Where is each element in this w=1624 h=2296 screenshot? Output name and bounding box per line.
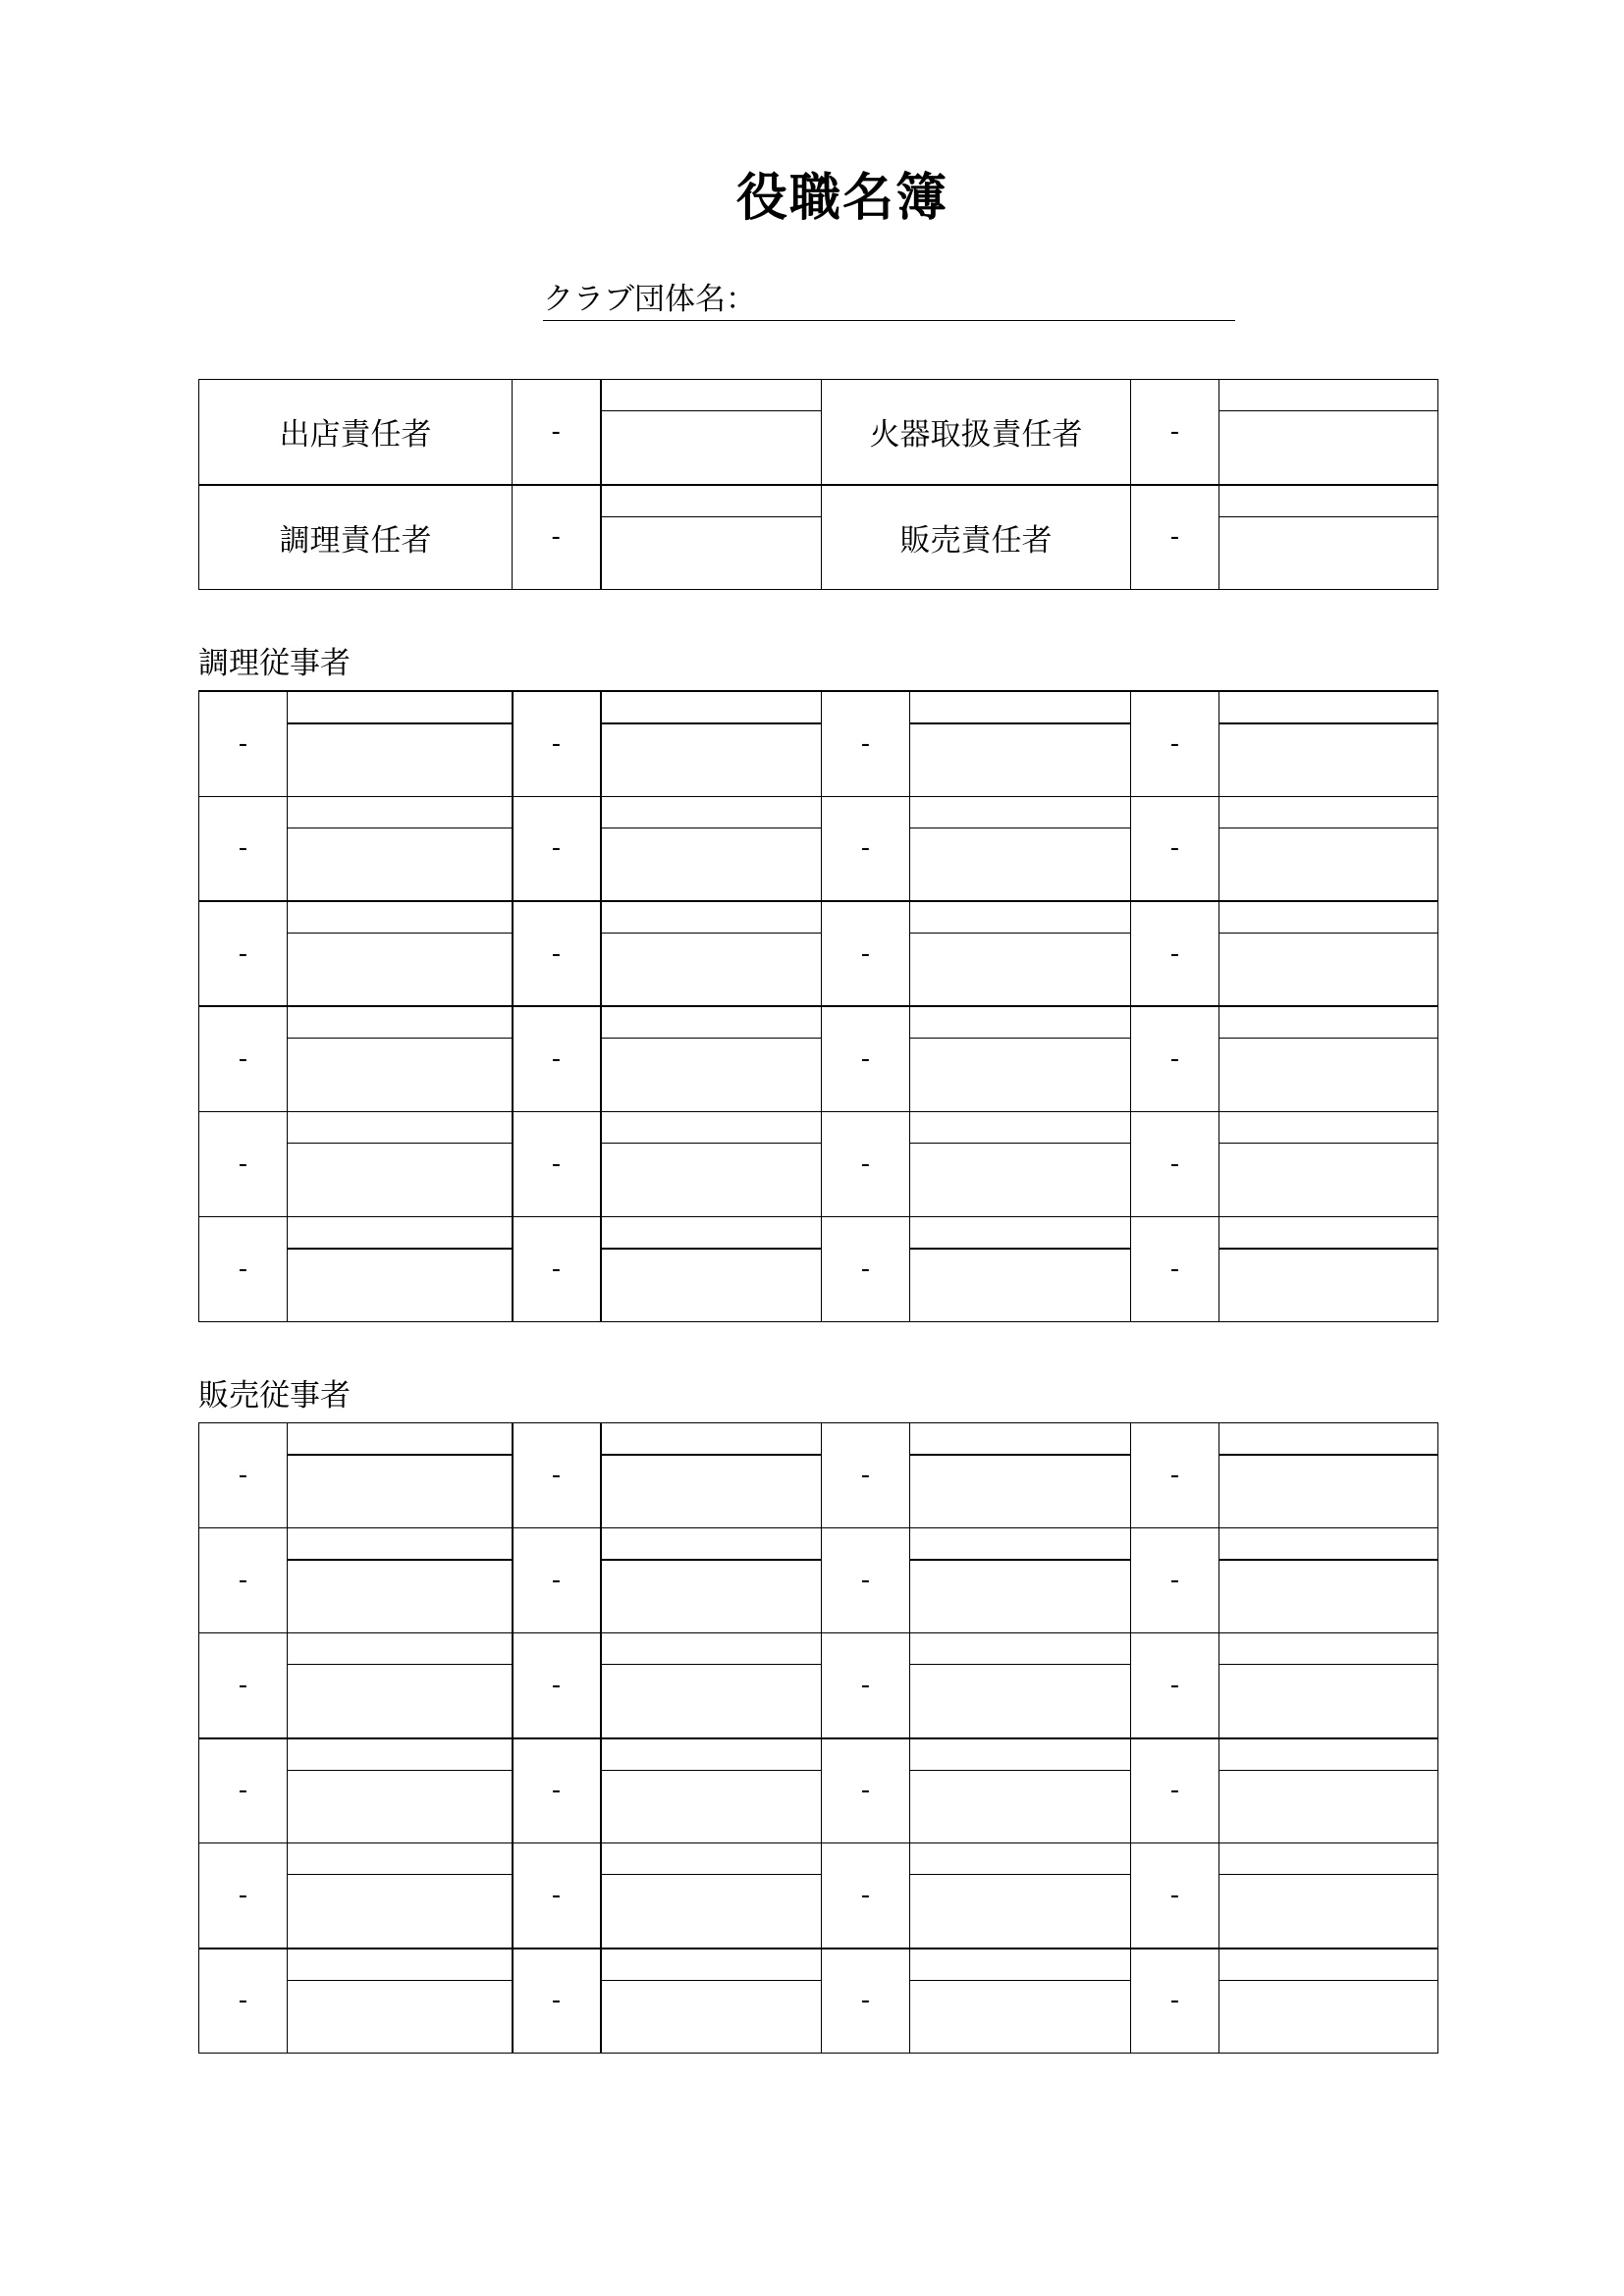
furigana-field[interactable] — [602, 902, 822, 934]
furigana-field[interactable] — [1219, 486, 1437, 517]
staff-name-cell[interactable] — [1219, 1843, 1438, 1949]
staff-number-cell[interactable]: - — [822, 1216, 910, 1321]
staff-number-cell[interactable]: - — [513, 1843, 601, 1949]
staff-name-cell[interactable] — [910, 1949, 1131, 2054]
staff-number-cell[interactable]: - — [199, 901, 288, 1006]
club-name-field[interactable] — [543, 279, 1235, 321]
staff-name-cell[interactable] — [1219, 691, 1438, 796]
officer-role-label: 出店責任者 — [199, 380, 513, 485]
staff-name-cell[interactable] — [910, 1423, 1131, 1528]
name-field[interactable] — [288, 828, 512, 899]
furigana-field[interactable] — [1219, 1633, 1437, 1665]
staff-name-cell[interactable] — [1219, 1111, 1438, 1216]
staff-name-cell[interactable] — [601, 1633, 822, 1738]
staff-number-cell[interactable]: - — [1131, 1528, 1219, 1633]
name-field[interactable] — [288, 724, 512, 795]
furigana-field[interactable] — [1219, 1007, 1437, 1039]
name-field[interactable] — [602, 828, 822, 899]
name-field[interactable] — [602, 1456, 822, 1526]
name-field[interactable] — [288, 1039, 512, 1109]
staff-name-cell[interactable] — [1219, 796, 1438, 901]
name-field[interactable] — [602, 1875, 822, 1946]
officer-name-cell[interactable] — [1219, 380, 1438, 485]
furigana-field[interactable] — [910, 1423, 1130, 1456]
staff-name-cell[interactable] — [288, 691, 513, 796]
cooking-staff-label: 調理従事者 — [198, 646, 351, 681]
furigana-field[interactable] — [1219, 1739, 1437, 1771]
staff-name-cell[interactable] — [288, 1006, 513, 1111]
staff-name-cell[interactable] — [601, 901, 822, 1006]
furigana-field[interactable] — [288, 1633, 512, 1665]
staff-number-cell[interactable]: - — [1131, 1949, 1219, 2054]
staff-row — [199, 1006, 1438, 1111]
staff-row — [199, 1423, 1438, 1528]
staff-number-cell[interactable]: - — [822, 691, 910, 796]
name-field[interactable] — [602, 1039, 822, 1109]
staff-number-cell[interactable]: - — [1131, 1216, 1219, 1321]
staff-number-cell[interactable]: - — [513, 1006, 601, 1111]
staff-name-cell[interactable] — [910, 1738, 1131, 1843]
furigana-field[interactable] — [602, 1949, 822, 1981]
staff-name-cell[interactable] — [910, 691, 1131, 796]
staff-number-cell[interactable]: - — [1131, 1843, 1219, 1949]
furigana-field[interactable] — [288, 1217, 512, 1250]
furigana-field[interactable] — [1219, 1528, 1437, 1561]
furigana-field[interactable] — [602, 692, 822, 724]
furigana-field[interactable] — [288, 902, 512, 934]
staff-name-cell[interactable] — [288, 1633, 513, 1738]
staff-name-cell[interactable] — [910, 1528, 1131, 1633]
staff-name-cell[interactable] — [601, 1216, 822, 1321]
name-field[interactable] — [1219, 1250, 1437, 1320]
staff-number-cell[interactable]: - — [513, 1633, 601, 1738]
staff-number-cell[interactable]: - — [1131, 1111, 1219, 1216]
name-field[interactable] — [288, 1771, 512, 1842]
furigana-field[interactable] — [602, 486, 822, 517]
staff-row — [199, 1111, 1438, 1216]
name-field[interactable] — [288, 1144, 512, 1214]
staff-number-cell[interactable]: - — [1131, 796, 1219, 901]
staff-row — [199, 901, 1438, 1006]
furigana-field[interactable] — [602, 1112, 822, 1144]
officer-role-label: 販売責任者 — [822, 485, 1131, 590]
name-field[interactable] — [910, 1665, 1130, 1735]
name-field[interactable] — [910, 828, 1130, 899]
staff-number-cell[interactable]: - — [199, 1216, 288, 1321]
furigana-field[interactable] — [602, 1423, 822, 1456]
name-field[interactable] — [602, 934, 822, 1004]
staff-number-cell[interactable]: - — [822, 1423, 910, 1528]
sales-staff-table — [198, 1422, 1438, 2054]
furigana-field[interactable] — [1219, 797, 1437, 828]
name-field[interactable] — [1219, 411, 1437, 482]
staff-name-cell[interactable] — [910, 1843, 1131, 1949]
furigana-field[interactable] — [1219, 1949, 1437, 1981]
staff-name-cell[interactable] — [601, 1006, 822, 1111]
document-title: 役職名簿 — [735, 169, 948, 228]
staff-number-cell[interactable]: - — [513, 1423, 601, 1528]
name-field[interactable] — [1219, 517, 1437, 588]
staff-number-cell[interactable]: - — [199, 1949, 288, 2054]
furigana-field[interactable] — [602, 1217, 822, 1250]
name-field[interactable] — [1219, 1144, 1437, 1214]
staff-name-cell[interactable] — [601, 1738, 822, 1843]
furigana-field[interactable] — [1219, 1423, 1437, 1456]
staff-name-cell[interactable] — [288, 901, 513, 1006]
staff-name-cell[interactable] — [601, 1528, 822, 1633]
name-field[interactable] — [288, 1561, 512, 1631]
staff-number-cell[interactable]: - — [1131, 901, 1219, 1006]
name-field[interactable] — [910, 1144, 1130, 1214]
staff-number-cell[interactable]: - — [822, 901, 910, 1006]
name-field[interactable] — [910, 1875, 1130, 1946]
staff-number-cell[interactable]: - — [822, 1006, 910, 1111]
furigana-field[interactable] — [910, 1843, 1130, 1875]
furigana-field[interactable] — [1219, 1112, 1437, 1144]
staff-number-cell[interactable]: - — [822, 1949, 910, 2054]
furigana-field[interactable] — [288, 1843, 512, 1875]
staff-number-cell[interactable]: - — [199, 1528, 288, 1633]
staff-name-cell[interactable] — [288, 1738, 513, 1843]
furigana-field[interactable] — [910, 1528, 1130, 1561]
staff-number-cell[interactable]: - — [513, 1528, 601, 1633]
furigana-field[interactable] — [288, 692, 512, 724]
staff-name-cell[interactable] — [288, 1216, 513, 1321]
staff-name-cell[interactable] — [910, 1006, 1131, 1111]
staff-number-cell[interactable]: - — [822, 796, 910, 901]
furigana-field[interactable] — [288, 1112, 512, 1144]
furigana-field[interactable] — [602, 1843, 822, 1875]
staff-row — [199, 1843, 1438, 1949]
staff-row — [199, 796, 1438, 901]
name-field[interactable] — [288, 1250, 512, 1320]
staff-number-cell[interactable]: - — [513, 1949, 601, 2054]
officers-row — [199, 485, 1438, 590]
staff-name-cell[interactable] — [910, 901, 1131, 1006]
furigana-field[interactable] — [602, 1007, 822, 1039]
furigana-field[interactable] — [288, 1528, 512, 1561]
staff-name-cell[interactable] — [601, 1423, 822, 1528]
name-field[interactable] — [1219, 1771, 1437, 1842]
name-field[interactable] — [910, 1039, 1130, 1109]
staff-row — [199, 1216, 1438, 1321]
furigana-field[interactable] — [602, 1633, 822, 1665]
name-field[interactable] — [288, 1456, 512, 1526]
officer-role-label: 火器取扱責任者 — [822, 380, 1131, 485]
staff-number-cell[interactable]: - — [1131, 1738, 1219, 1843]
staff-name-cell[interactable] — [601, 691, 822, 796]
officer-name-cell[interactable] — [1219, 485, 1438, 590]
name-field[interactable] — [1219, 934, 1437, 1004]
name-field[interactable] — [1219, 1456, 1437, 1526]
staff-name-cell[interactable] — [910, 1633, 1131, 1738]
staff-name-cell[interactable] — [910, 796, 1131, 901]
officer-name-cell[interactable] — [601, 485, 822, 590]
name-field[interactable] — [910, 724, 1130, 795]
name-field[interactable] — [602, 1665, 822, 1735]
name-field[interactable] — [910, 1981, 1130, 2052]
name-field[interactable] — [288, 934, 512, 1004]
furigana-field[interactable] — [910, 1739, 1130, 1771]
furigana-field[interactable] — [288, 1007, 512, 1039]
staff-row — [199, 1528, 1438, 1633]
staff-number-cell[interactable]: - — [199, 1423, 288, 1528]
staff-number-cell[interactable]: - — [199, 1738, 288, 1843]
furigana-field[interactable] — [910, 1007, 1130, 1039]
staff-name-cell[interactable] — [1219, 1633, 1438, 1738]
furigana-field[interactable] — [602, 380, 822, 411]
staff-name-cell[interactable] — [910, 1216, 1131, 1321]
staff-row — [199, 691, 1438, 796]
staff-number-cell[interactable]: - — [199, 1111, 288, 1216]
officers-table — [198, 379, 1438, 590]
staff-name-cell[interactable] — [1219, 1949, 1438, 2054]
staff-number-cell[interactable]: - — [1131, 1006, 1219, 1111]
officer-name-cell[interactable] — [601, 380, 822, 485]
staff-number-cell[interactable]: - — [513, 691, 601, 796]
staff-name-cell[interactable] — [288, 1949, 513, 2054]
staff-name-cell[interactable] — [1219, 901, 1438, 1006]
staff-number-cell[interactable]: - — [199, 691, 288, 796]
name-field[interactable] — [910, 934, 1130, 1004]
name-field[interactable] — [602, 1250, 822, 1320]
staff-number-cell[interactable]: - — [822, 1738, 910, 1843]
furigana-field[interactable] — [1219, 380, 1437, 411]
name-field[interactable] — [1219, 1561, 1437, 1631]
furigana-field[interactable] — [910, 1633, 1130, 1665]
furigana-field[interactable] — [1219, 1843, 1437, 1875]
furigana-field[interactable] — [602, 797, 822, 828]
furigana-field[interactable] — [1219, 692, 1437, 724]
furigana-field[interactable] — [910, 1112, 1130, 1144]
name-field[interactable] — [602, 724, 822, 795]
name-field[interactable] — [910, 1250, 1130, 1320]
staff-number-cell[interactable]: - — [199, 1633, 288, 1738]
staff-number-cell[interactable]: - — [513, 1738, 601, 1843]
furigana-field[interactable] — [910, 692, 1130, 724]
staff-number-cell[interactable]: - — [822, 1843, 910, 1949]
staff-number-cell[interactable]: - — [822, 1111, 910, 1216]
name-field[interactable] — [602, 517, 822, 588]
staff-name-cell[interactable] — [1219, 1738, 1438, 1843]
staff-name-cell[interactable] — [1219, 1006, 1438, 1111]
furigana-field[interactable] — [1219, 902, 1437, 934]
name-field[interactable] — [1219, 724, 1437, 795]
cooking-staff-table — [198, 690, 1438, 1322]
officer-role-label: 調理責任者 — [199, 485, 513, 590]
furigana-field[interactable] — [602, 1739, 822, 1771]
staff-name-cell[interactable] — [601, 1111, 822, 1216]
name-field[interactable] — [602, 1771, 822, 1842]
furigana-field[interactable] — [910, 797, 1130, 828]
furigana-field[interactable] — [1219, 1217, 1437, 1250]
name-field[interactable] — [1219, 1039, 1437, 1109]
officer-number-cell[interactable]: - — [513, 485, 601, 590]
furigana-field[interactable] — [288, 1423, 512, 1456]
name-field[interactable] — [602, 411, 822, 482]
staff-name-cell[interactable] — [288, 1423, 513, 1528]
name-field[interactable] — [910, 1561, 1130, 1631]
officer-number-cell[interactable]: - — [513, 380, 601, 485]
staff-row — [199, 1949, 1438, 2054]
staff-name-cell[interactable] — [288, 1111, 513, 1216]
officer-number-cell[interactable]: - — [1131, 485, 1219, 590]
sales-staff-label: 販売従事者 — [198, 1378, 351, 1414]
staff-name-cell[interactable] — [1219, 1216, 1438, 1321]
name-field[interactable] — [1219, 1981, 1437, 2052]
name-field[interactable] — [1219, 1665, 1437, 1735]
name-field[interactable] — [1219, 828, 1437, 899]
staff-number-cell[interactable]: - — [1131, 691, 1219, 796]
furigana-field[interactable] — [288, 1739, 512, 1771]
staff-number-cell[interactable]: - — [822, 1528, 910, 1633]
staff-name-cell[interactable] — [288, 796, 513, 901]
staff-number-cell[interactable]: - — [513, 901, 601, 1006]
staff-number-cell[interactable]: - — [199, 1843, 288, 1949]
staff-number-cell[interactable]: - — [199, 1006, 288, 1111]
staff-name-cell[interactable] — [1219, 1423, 1438, 1528]
staff-number-cell[interactable]: - — [822, 1633, 910, 1738]
name-field[interactable] — [288, 1875, 512, 1946]
club-name-label: クラブ団体名： — [543, 282, 756, 317]
furigana-field[interactable] — [602, 1528, 822, 1561]
staff-number-cell[interactable]: - — [513, 1111, 601, 1216]
furigana-field[interactable] — [910, 1949, 1130, 1981]
staff-name-cell[interactable] — [601, 1949, 822, 2054]
staff-number-cell[interactable]: - — [513, 1216, 601, 1321]
officers-row — [199, 380, 1438, 485]
name-field[interactable] — [288, 1981, 512, 2052]
name-field[interactable] — [288, 1665, 512, 1735]
furigana-field[interactable] — [910, 1217, 1130, 1250]
staff-row — [199, 1738, 1438, 1843]
staff-number-cell[interactable]: - — [1131, 1423, 1219, 1528]
furigana-field[interactable] — [288, 1949, 512, 1981]
name-field[interactable] — [1219, 1875, 1437, 1946]
name-field[interactable] — [910, 1456, 1130, 1526]
staff-number-cell[interactable]: - — [1131, 1633, 1219, 1738]
staff-name-cell[interactable] — [288, 1843, 513, 1949]
staff-number-cell[interactable]: - — [199, 796, 288, 901]
furigana-field[interactable] — [910, 902, 1130, 934]
officer-number-cell[interactable]: - — [1131, 380, 1219, 485]
staff-name-cell[interactable] — [288, 1528, 513, 1633]
staff-name-cell[interactable] — [601, 796, 822, 901]
staff-row — [199, 1633, 1438, 1738]
staff-name-cell[interactable] — [910, 1111, 1131, 1216]
staff-name-cell[interactable] — [601, 1843, 822, 1949]
furigana-field[interactable] — [288, 797, 512, 828]
name-field[interactable] — [910, 1771, 1130, 1842]
staff-name-cell[interactable] — [1219, 1528, 1438, 1633]
name-field[interactable] — [602, 1561, 822, 1631]
name-field[interactable] — [602, 1981, 822, 2052]
staff-number-cell[interactable]: - — [513, 796, 601, 901]
name-field[interactable] — [602, 1144, 822, 1214]
